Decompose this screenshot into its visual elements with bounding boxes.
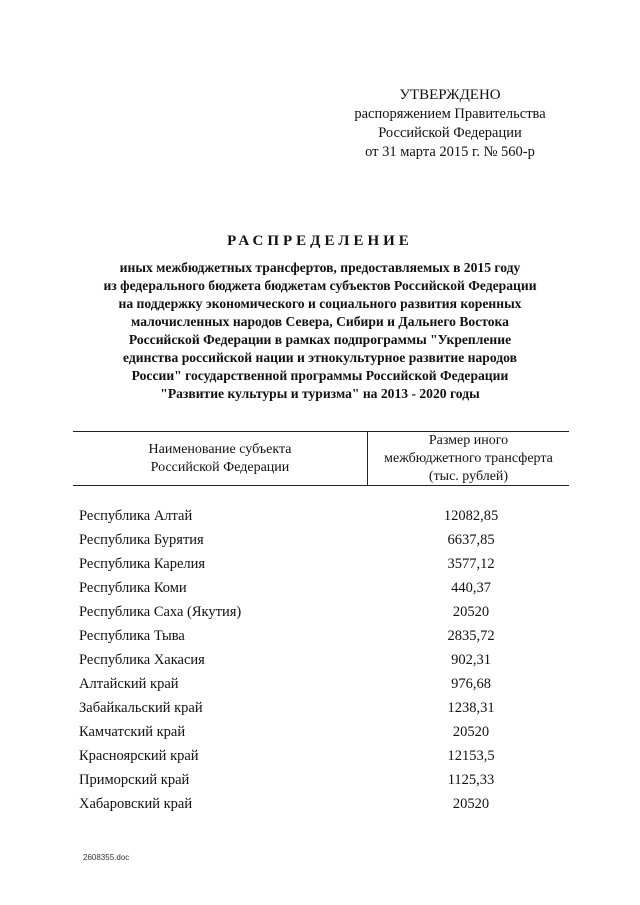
region-name: Хабаровский край xyxy=(79,795,193,812)
region-name: Республика Коми xyxy=(79,579,187,596)
region-name: Приморский край xyxy=(79,771,190,788)
transfer-value: 6637,85 xyxy=(447,531,495,548)
table-row xyxy=(73,648,569,672)
subtitle-line: малочисленных народов Севера, Сибири и Дальнего Востока xyxy=(131,314,509,329)
transfer-value: 20520 xyxy=(452,795,490,812)
transfer-value: 976,68 xyxy=(451,675,491,692)
file-code: 2608355.doc xyxy=(83,853,130,862)
region-name: Республика Тыва xyxy=(79,627,185,644)
document-subtitle xyxy=(60,259,580,403)
header-text: (тыс. рублей) xyxy=(428,468,509,484)
transfer-value: 20520 xyxy=(452,723,490,740)
region-name: Республика Карелия xyxy=(79,555,206,572)
header-text: межбюджетного трансферта xyxy=(384,450,553,466)
transfer-value: 902,31 xyxy=(451,651,491,668)
region-name: Республика Бурятия xyxy=(79,531,204,548)
distribution-table xyxy=(73,431,569,816)
transfer-value: 2835,72 xyxy=(447,627,495,644)
transfer-value: 440,37 xyxy=(451,579,491,596)
transfer-value: 1125,33 xyxy=(447,771,495,788)
approval-line-1: распоряжением Правительства xyxy=(354,106,546,122)
table-row xyxy=(73,672,569,696)
approval-line-3: от 31 марта 2015 г. № 560-р xyxy=(365,144,535,160)
subtitle-line: России" государственной программы Российской Федерации xyxy=(131,368,509,383)
table-body xyxy=(73,504,569,816)
region-name: Республика Алтай xyxy=(79,507,193,524)
approval-block xyxy=(330,86,570,162)
region-name: Алтайский край xyxy=(79,675,179,692)
document-title: РАСПРЕДЕЛЕНИЕ xyxy=(227,233,413,249)
subtitle-line: "Развитие культуры и туризма" на 2013 - 2020 годы xyxy=(160,386,480,401)
table-row xyxy=(73,576,569,600)
table-row xyxy=(73,744,569,768)
transfer-value: 1238,31 xyxy=(447,699,495,716)
subtitle-line: на поддержку экономического и социального развития коренных xyxy=(118,296,522,311)
transfer-value: 3577,12 xyxy=(447,555,495,572)
subtitle-line: из федерального бюджета бюджетам субъектов Российской Федерации xyxy=(103,278,537,293)
table-row xyxy=(73,792,569,816)
subtitle-line: единства российской нации и этнокультурное развитие народов xyxy=(123,350,517,365)
table-row xyxy=(73,504,569,528)
region-name: Забайкальский край xyxy=(79,699,203,716)
header-transfer-amount xyxy=(368,432,569,485)
header-text: Российской Федерации xyxy=(150,459,290,475)
table-row xyxy=(73,624,569,648)
table-row xyxy=(73,552,569,576)
table-row xyxy=(73,720,569,744)
transfer-value: 20520 xyxy=(452,603,490,620)
region-name: Республика Хакасия xyxy=(79,651,205,668)
approval-line-2: Российской Федерации xyxy=(378,125,522,141)
subtitle-line: иных межбюджетных трансфертов, предоставляемых в 2015 году xyxy=(119,260,521,275)
table-row xyxy=(73,768,569,792)
table-header xyxy=(73,431,569,486)
transfer-value: 12082,85 xyxy=(443,507,499,524)
header-region-name xyxy=(73,432,368,485)
approval-title: УТВЕРЖДЕНО xyxy=(399,87,501,103)
region-name: Красноярский край xyxy=(79,747,199,764)
header-text: Наименование субъекта xyxy=(148,441,292,457)
header-text: Размер иного xyxy=(428,432,509,448)
region-name: Камчатский край xyxy=(79,723,186,740)
subtitle-line: Российской Федерации в рамках подпрограммы "Укрепление xyxy=(128,332,512,347)
transfer-value: 12153,5 xyxy=(447,747,495,764)
table-row xyxy=(73,600,569,624)
table-row xyxy=(73,696,569,720)
table-row xyxy=(73,528,569,552)
region-name: Республика Саха (Якутия) xyxy=(79,603,242,620)
